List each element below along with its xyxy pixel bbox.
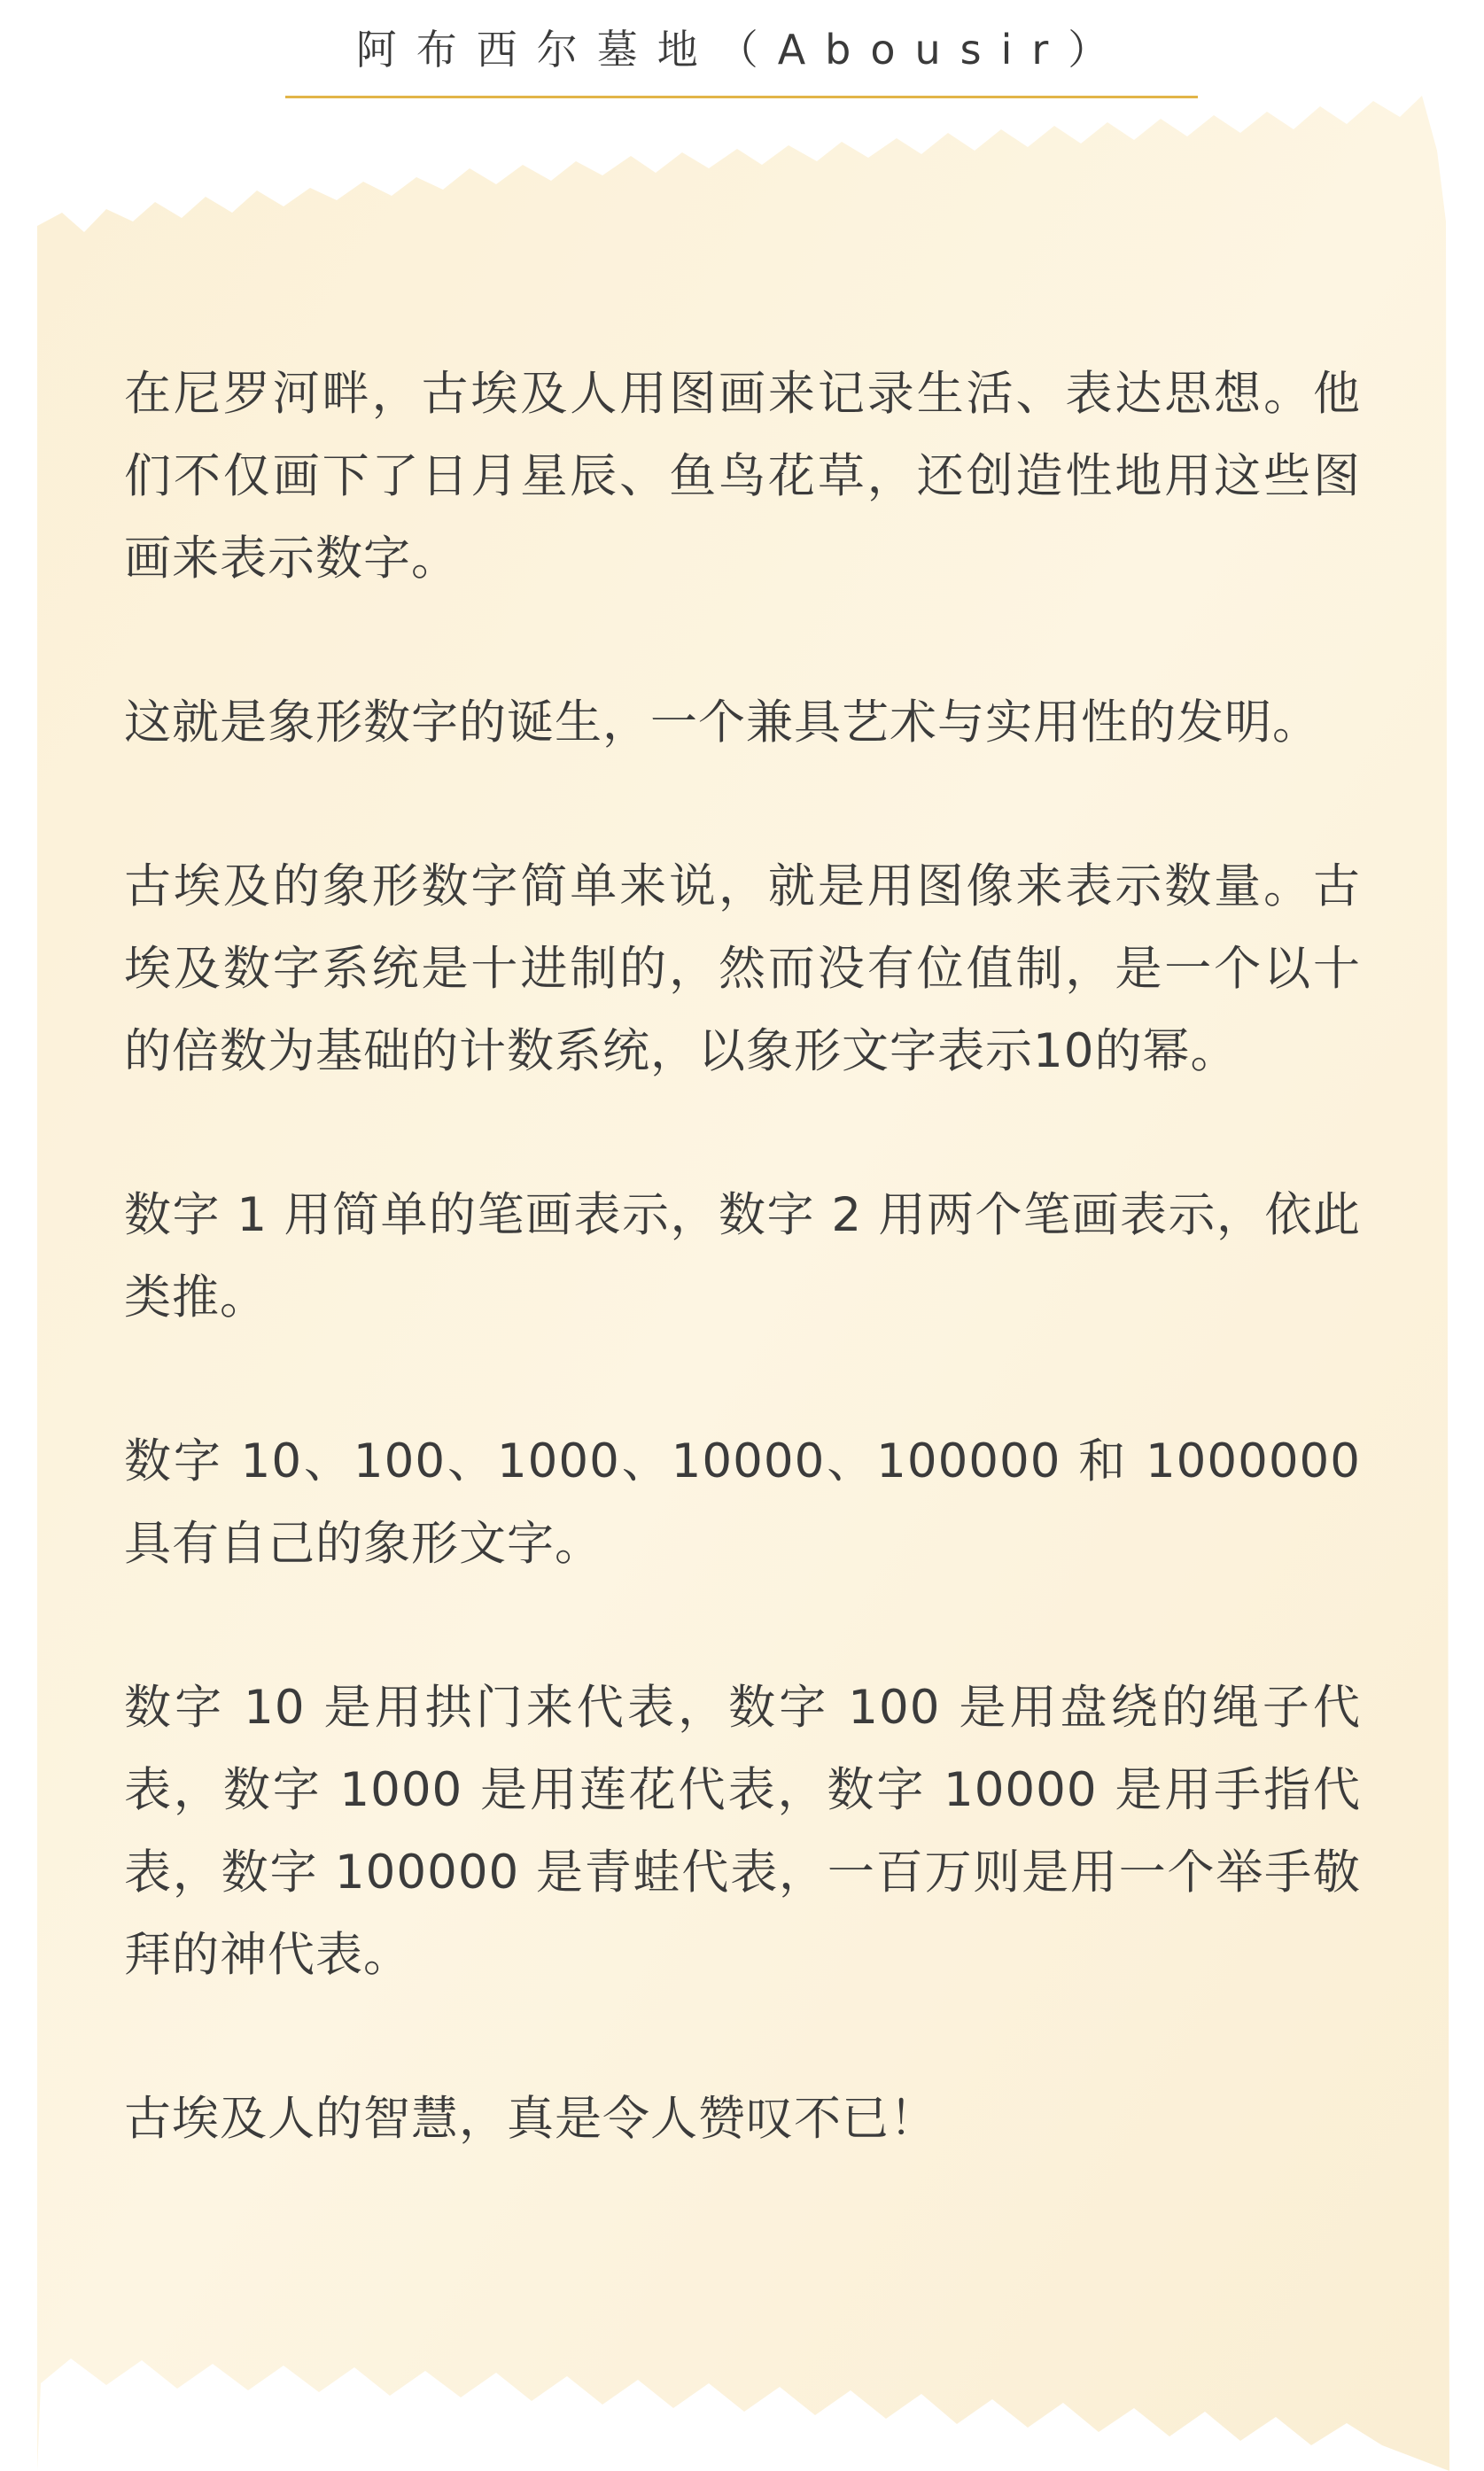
paragraph-birth: 这就是象形数字的诞生，一个兼具艺术与实用性的发明。 bbox=[124, 695, 1320, 750]
paragraph-system: 古埃及的象形数字简单来说，就是用图像来表示数量。古埃及数字系统是十进制的，然而没有位值制，是一个以十的倍数为基础的计数系统，以象形文字表示10的幂。 bbox=[124, 859, 1361, 1078]
paragraph-symbols: 数字 10 是用拱门来代表，数字 100 是用盘绕的绳子代表，数字 1000 是用莲花代表，数字 10000 是用手指代表，数字 100000 是青蛙代表，一百万则是用一个举手敬拜的神代表。 bbox=[124, 1681, 1361, 1982]
page-title: 阿布西尔墓地（Abousir） bbox=[355, 26, 1129, 74]
article-body bbox=[124, 353, 1361, 2242]
title-underline bbox=[285, 96, 1198, 98]
paragraph-strokes: 数字 1 用简单的笔画表示，数字 2 用两个笔画表示，依此类推。 bbox=[124, 1188, 1361, 1325]
paragraph-powers: 数字 10、100、1000、10000、100000 和 1000000 具有自己的象形文字。 bbox=[124, 1434, 1361, 1571]
paragraph-intro: 在尼罗河畔，古埃及人用图画来记录生活、表达思想。他们不仅画下了日月星辰、鱼鸟花草，还创造性地用这些图画来表示数字。 bbox=[124, 367, 1361, 586]
paragraph-conclusion: 古埃及人的智慧，真是令人赞叹不已！ bbox=[124, 2092, 937, 2146]
